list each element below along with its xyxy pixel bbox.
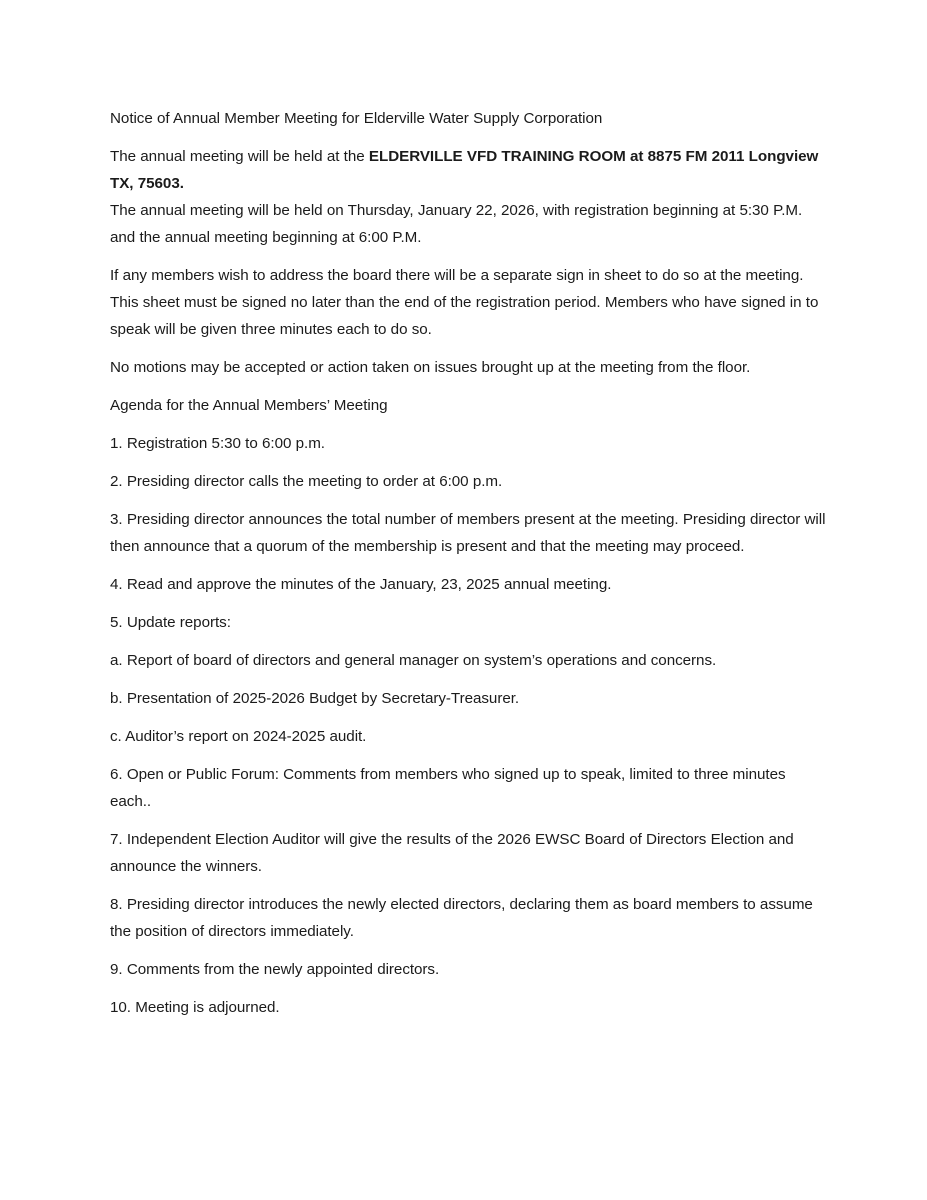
speaker-signin-paragraph: If any members wish to address the board there will be a separate sign in sheet to do so at the meeting. This sheet must be signed no later than the end of the registration period. Members who have signed in to speak will be given three minutes each to do so. [110, 267, 819, 338]
agenda-subitem: b. Presentation of 2025-2026 Budget by Secretary-Treasurer. [110, 690, 520, 707]
venue-paragraph [110, 143, 826, 197]
agenda-item: 3. Presiding director announces the total number of members present at the meeting. Presiding director will then announce that a quorum of the membership is present and that the meeting may proceed. [110, 511, 826, 555]
agenda-item: 4. Read and approve the minutes of the January, 23, 2025 annual meeting. [110, 576, 612, 593]
document-title-line: Notice of Annual Member Meeting for Elderville Water Supply Corporation [110, 110, 603, 127]
agenda-heading: Agenda for the Annual Members’ Meeting [110, 397, 388, 414]
agenda-item: 7. Independent Election Auditor will give the results of the 2026 EWSC Board of Directors Election and announce the winners. [110, 831, 794, 875]
agenda-item: 9. Comments from the newly appointed directors. [110, 961, 440, 978]
agenda-item: 1. Registration 5:30 to 6:00 p.m. [110, 435, 325, 452]
agenda-item: 8. Presiding director introduces the newly elected directors, declaring them as board members to assume the position of directors immediately. [110, 896, 813, 940]
agenda-subitem: c. Auditor’s report on 2024-2025 audit. [110, 728, 367, 745]
venue-lead-text: The annual meeting will be held at the [110, 148, 369, 165]
venue-address-bold: ELDERVILLE VFD TRAINING ROOM at 8875 FM 2011 Longview TX, 75603. [110, 148, 819, 192]
agenda-item: 5. Update reports: [110, 614, 231, 631]
agenda-item: 2. Presiding director calls the meeting to order at 6:00 p.m. [110, 473, 503, 490]
agenda-item: 6. Open or Public Forum: Comments from members who signed up to speak, limited to three minutes each.. [110, 766, 786, 810]
document-body [110, 105, 826, 1032]
agenda-subitem: a. Report of board of directors and general manager on system’s operations and concerns. [110, 652, 717, 669]
datetime-paragraph: The annual meeting will be held on Thursday, January 22, 2026, with registration beginning at 5:30 P.M. and the annual meeting beginning at 6:00 P.M. [110, 202, 803, 246]
no-motions-paragraph: No motions may be accepted or action taken on issues brought up at the meeting from the floor. [110, 359, 751, 376]
agenda-item: 10. Meeting is adjourned. [110, 999, 280, 1016]
